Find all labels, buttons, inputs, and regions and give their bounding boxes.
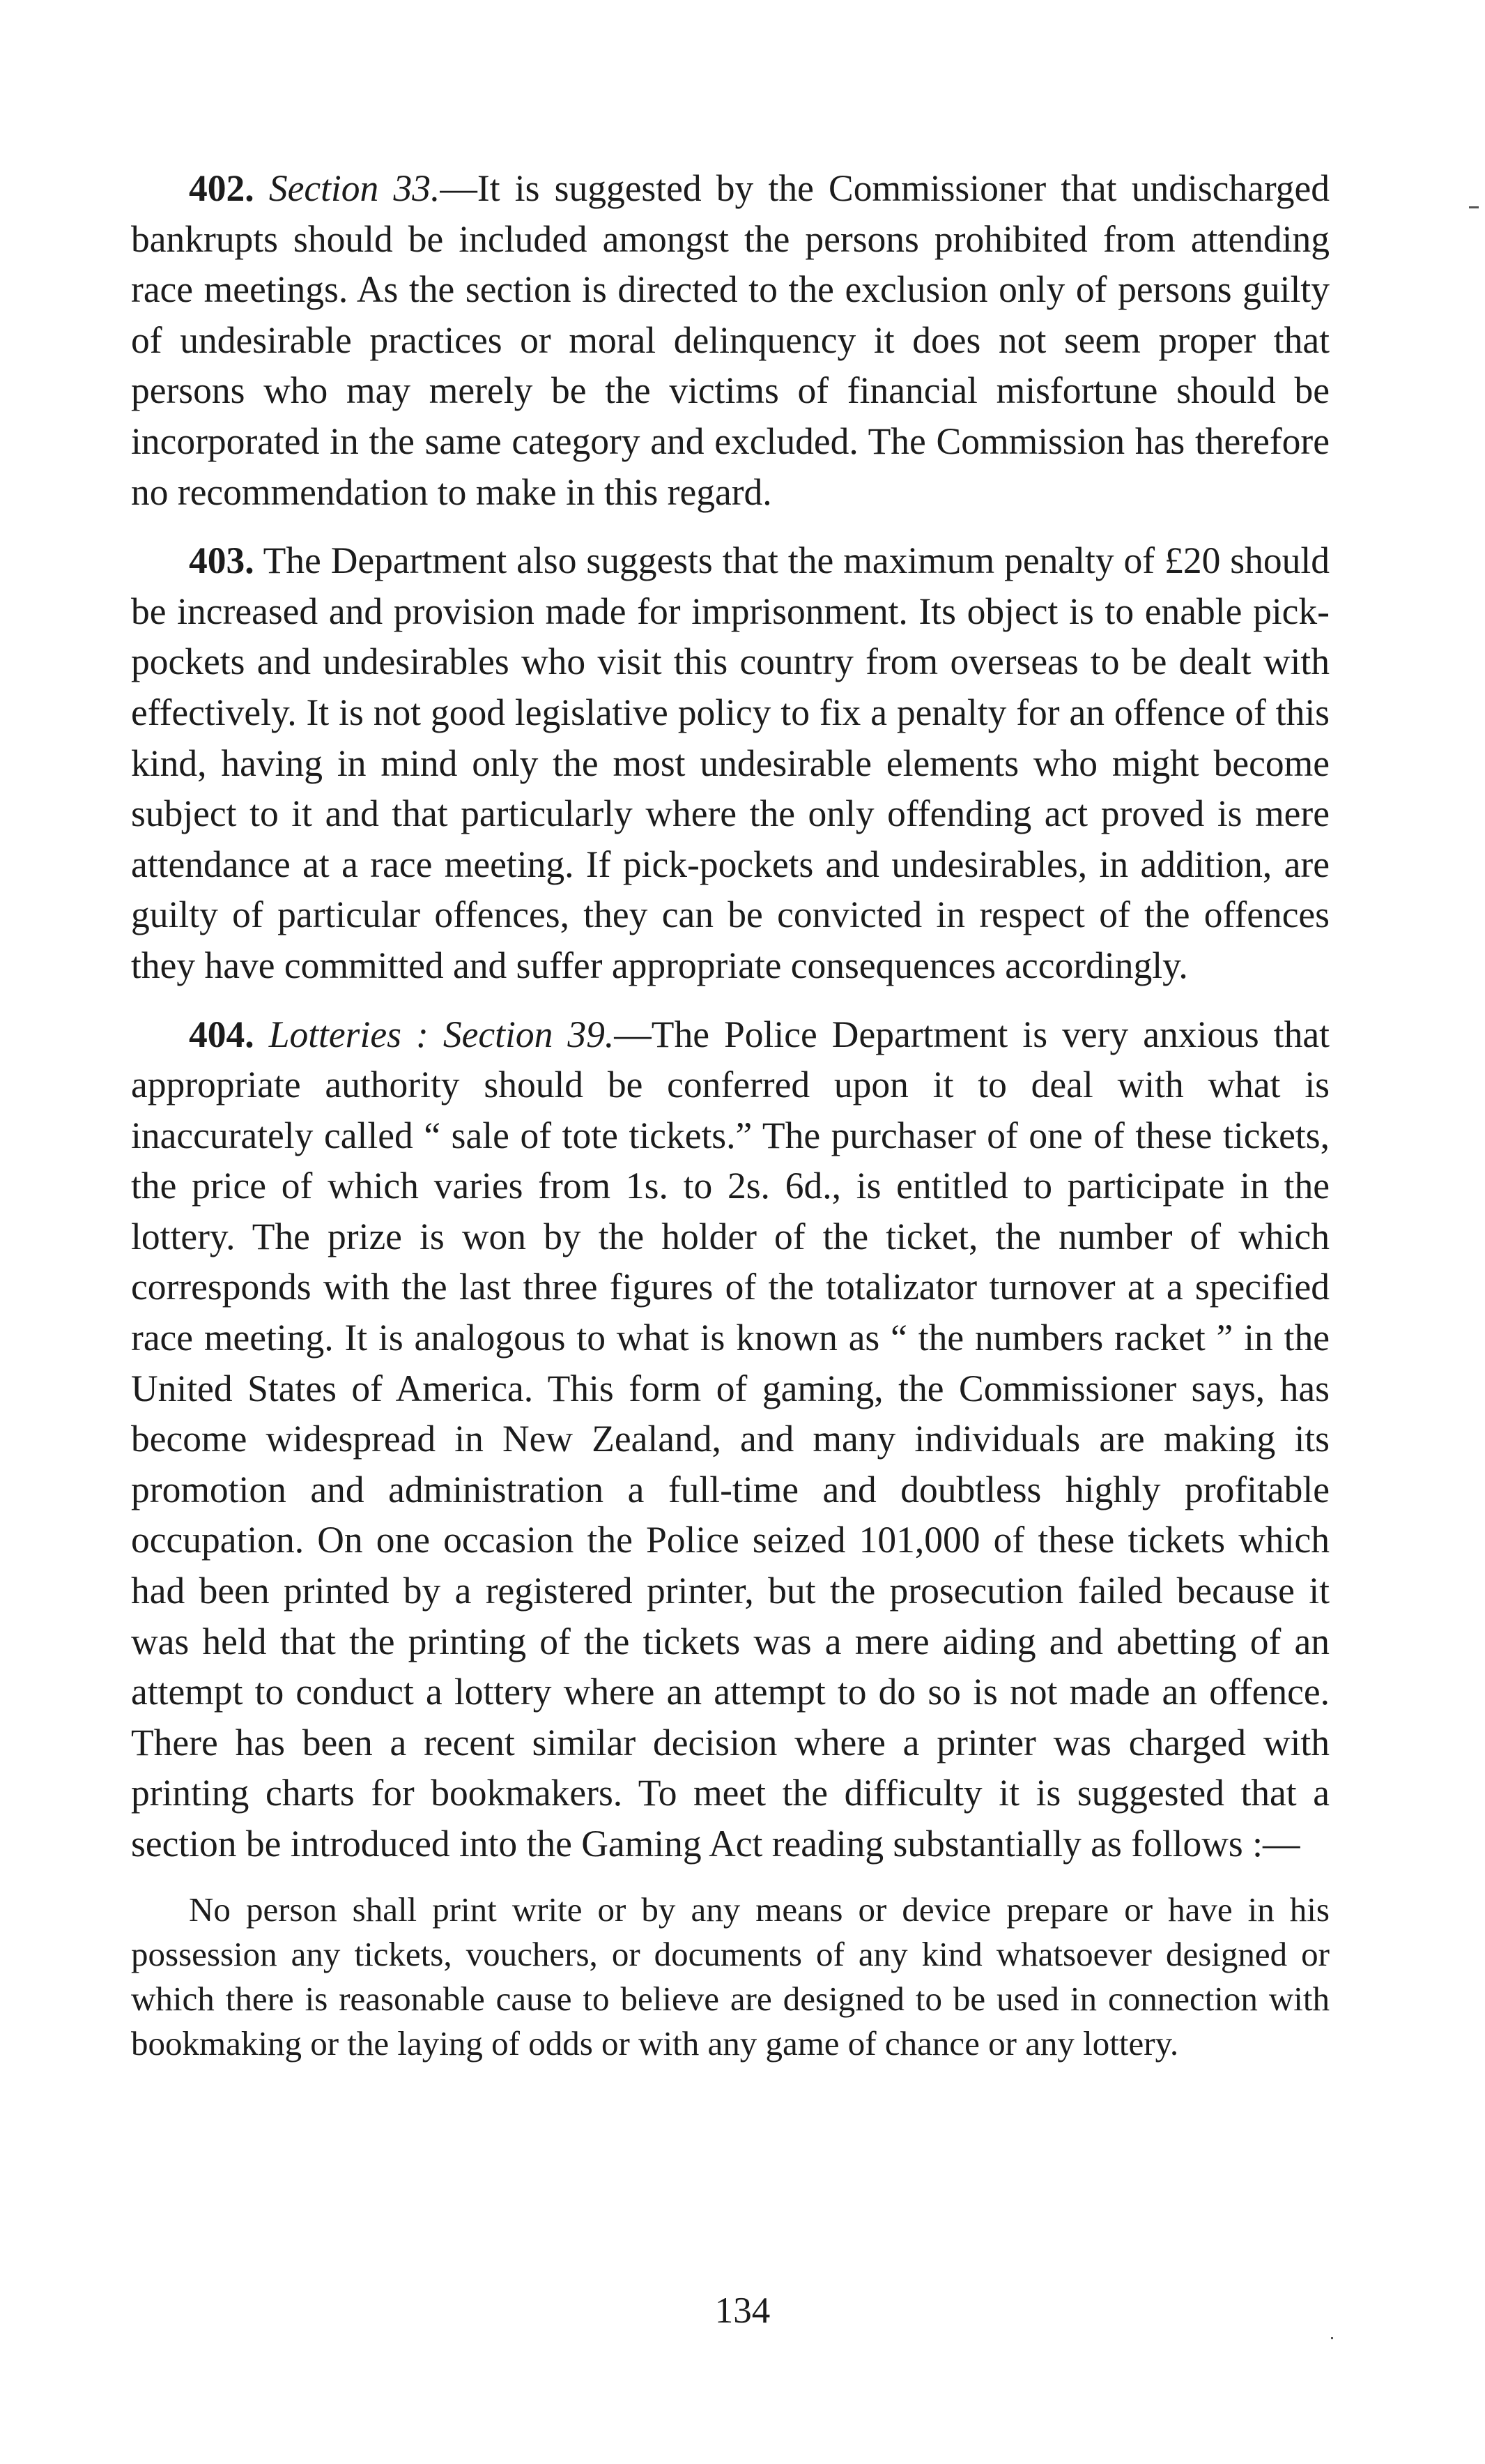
section-heading: Section 33. (268, 167, 440, 209)
paragraph-text: The Police Department is very anxious that appropriate authority should be conferred upon it to deal with what is inaccurately called “ sale of tote tickets.” The purchaser of one of these tickets, the price of which varies from 1s. to 2s. 6d., is entitled to participate in the lottery. The prize is won by the holder of the ticket, the number of which corresponds with the last three figures of the totalizator turnover at a specified race meeting. It is analogous to what is known as “ the numbers racket ” in the United States of America. This form of gaming, the Commissioner says, has become widespread in New Zealand, and many individuals are making its promotion and administration a full-time and doubtless highly profitable occupation. On one occasion the Police seized 101,000 of these tickets which had been printed by a registered printer, but the prosecution failed because it was held that the printing of the tickets was a mere aiding and abetting of an attempt to conduct a lottery where an attempt to do so is not made an offence. There has been a recent similar decision where a printer was charged with printing charts for bookmakers. To meet the difficulty it is suggested that a section be introduced into the Gaming Act reading substantially as follows :— (131, 1013, 1330, 1865)
heading-dash: — (440, 167, 477, 209)
scan-speck (1331, 2337, 1333, 2339)
paragraph-number: 403. (189, 540, 254, 582)
paragraph-number: 404. (189, 1013, 254, 1055)
paragraph-number: 402. (189, 167, 254, 209)
paragraph-402 (131, 163, 1330, 517)
scan-speck (1469, 206, 1479, 208)
paragraph-403 (131, 535, 1330, 990)
page-body (131, 163, 1330, 2066)
section-heading: Section 39. (443, 1013, 615, 1055)
paragraph-text: The Department also suggests that the maximum penalty of £20 should be increased and provision made for imprisonment. Its object is to enable pick-pockets and undesirables who visit this country from overseas to be dealt with effectively. It is not good legislative policy to fix a penalty for an offence of this kind, having in mind only the most undesirable elements who might become subject to it and that particularly where the only offending act proved is mere attendance at a race meeting. If pick-pockets and undesirables, in addition, are guilty of particular offences, they can be convicted in respect of the offences they have committed and suffer appropriate consequences accordingly. (131, 540, 1330, 986)
paragraph-text: It is suggested by the Commissioner that undischarged bankrupts should be included amongst the persons prohibited from attending race meetings. As the section is directed to the exclusion only of persons guilty of undesirable practices or moral delinquency it does not seem proper that persons who may merely be the victims of financial misfortune should be incorporated in the same category and excluded. The Commission has therefore no recommendation to make in this regard. (131, 167, 1330, 513)
proposed-section-quote: No person shall print write or by any means or device prepare or have in his possession any tickets, vouchers, or documents of any kind whatsoever designed or which there is reasonable cause to believe are designed to be used in connection with bookmaking or the laying of odds or with any game of chance or any lottery. (131, 1890, 1330, 2063)
heading-dash: — (614, 1013, 652, 1055)
paragraph-404 (131, 1009, 1330, 1869)
section-heading-lotteries: Lotteries : (268, 1013, 429, 1055)
page-number: 134 (714, 2290, 771, 2331)
